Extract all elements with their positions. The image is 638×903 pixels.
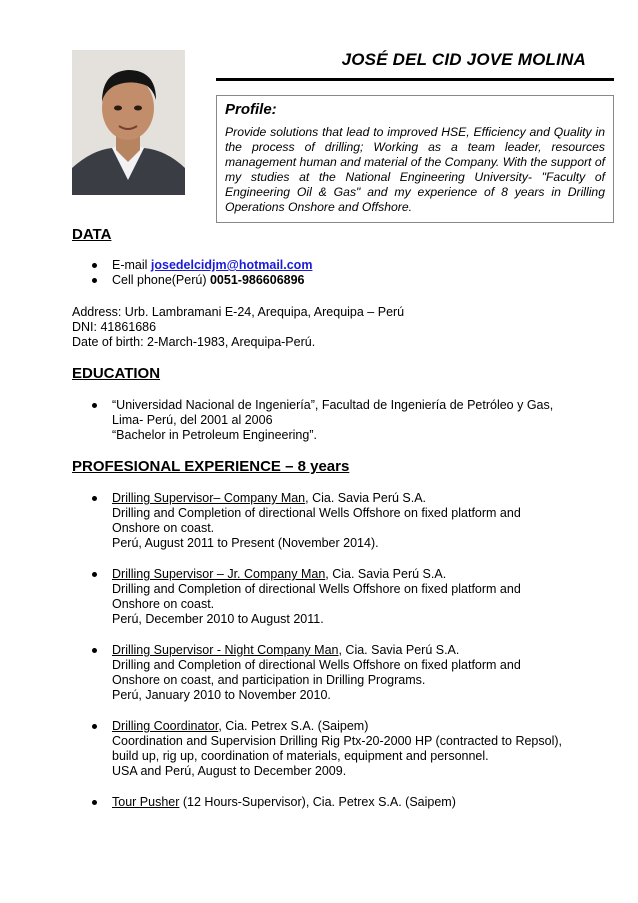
email-label: E-mail bbox=[112, 258, 151, 272]
profile-title: Profile: bbox=[225, 101, 277, 118]
job-line: Onshore on coast, and participation in Drilling Programs. bbox=[112, 673, 426, 687]
job-item bbox=[92, 643, 562, 703]
job-company: , Cia. Savia Perú S.A. bbox=[338, 643, 460, 657]
job-title: Drilling Supervisor– Company Man bbox=[112, 491, 306, 505]
phone-item bbox=[92, 273, 312, 288]
dni: DNI: 41861686 bbox=[72, 320, 157, 334]
job-line: Perú, December 2010 to August 2011. bbox=[112, 612, 324, 626]
job-item bbox=[92, 795, 562, 810]
job-line: Perú, August 2011 to Present (November 2014). bbox=[112, 536, 379, 550]
phone-label: Cell phone(Perú) bbox=[112, 273, 210, 287]
job-item bbox=[92, 567, 562, 627]
phone-number: 0051-986606896 bbox=[209, 273, 305, 287]
job-item bbox=[92, 719, 562, 779]
education-heading: EDUCATION bbox=[72, 365, 161, 382]
job-item bbox=[92, 491, 562, 551]
name-divider bbox=[216, 78, 614, 81]
job-line: Onshore on coast. bbox=[112, 597, 215, 611]
job-line: Coordination and Supervision Drilling Rig Ptx-20-2000 HP (contracted to Repsol), bbox=[112, 734, 562, 748]
job-company: , Cia. Savia Perú S.A. bbox=[325, 567, 447, 581]
data-heading: DATA bbox=[72, 226, 112, 243]
date-of-birth: Date of birth: 2-March-1983, Arequipa-Perú. bbox=[72, 335, 316, 349]
education-line: “Bachelor in Petroleum Engineering”. bbox=[112, 428, 317, 442]
job-line: Drilling and Completion of directional Wells Offshore on fixed platform and bbox=[112, 582, 521, 596]
education-line: “Universidad Nacional de Ingeniería”, Facultad de Ingeniería de Petróleo y Gas, bbox=[112, 398, 554, 412]
job-company: (12 Hours-Supervisor), Cia. Petrex S.A. (Saipem) bbox=[179, 795, 456, 809]
education-list bbox=[92, 398, 553, 443]
job-company: , Cia. Savia Perú S.A. bbox=[305, 491, 427, 505]
person-portrait-icon bbox=[72, 50, 185, 195]
job-line: Onshore on coast. bbox=[112, 521, 215, 535]
experience-list bbox=[92, 491, 562, 810]
job-company: , Cia. Petrex S.A. (Saipem) bbox=[218, 719, 369, 733]
job-line: build up, rig up, coordination of materials, equipment and personnel. bbox=[112, 749, 489, 763]
job-title: Tour Pusher bbox=[112, 795, 180, 809]
personal-info bbox=[72, 305, 404, 350]
job-title: Drilling Supervisor - Night Company Man bbox=[112, 643, 339, 657]
contact-list bbox=[92, 258, 312, 288]
email-item bbox=[92, 258, 312, 273]
job-line: Perú, January 2010 to November 2010. bbox=[112, 688, 331, 702]
job-line: Drilling and Completion of directional Wells Offshore on fixed platform and bbox=[112, 506, 521, 520]
profile-photo bbox=[72, 50, 185, 195]
email-link[interactable]: josedelcidjm@hotmail.com bbox=[150, 258, 313, 272]
candidate-name: JOSÉ DEL CID JOVE MOLINA bbox=[341, 50, 586, 69]
job-line: Drilling and Completion of directional Wells Offshore on fixed platform and bbox=[112, 658, 521, 672]
education-line: Lima- Perú, del 2001 al 2006 bbox=[112, 413, 273, 427]
job-title: Drilling Supervisor – Jr. Company Man bbox=[112, 567, 326, 581]
job-line: USA and Perú, August to December 2009. bbox=[112, 764, 347, 778]
experience-heading: PROFESIONAL EXPERIENCE – 8 years bbox=[72, 458, 350, 475]
profile-box bbox=[216, 95, 614, 223]
profile-text: Provide solutions that lead to improved HSE, Efficiency and Quality in the process of drilling; Working as a team leader, resources management human and material of the Company. With the support of my studies at the National Engineering University- "Faculty of Engineering Oil & Gas" and my experience of 8 years in Drilling Operations Onshore and Offshore. bbox=[225, 125, 605, 214]
education-item bbox=[92, 398, 553, 443]
address: Address: Urb. Lambramani E-24, Arequipa, Arequipa – Perú bbox=[72, 305, 405, 319]
job-title: Drilling Coordinator bbox=[112, 719, 219, 733]
